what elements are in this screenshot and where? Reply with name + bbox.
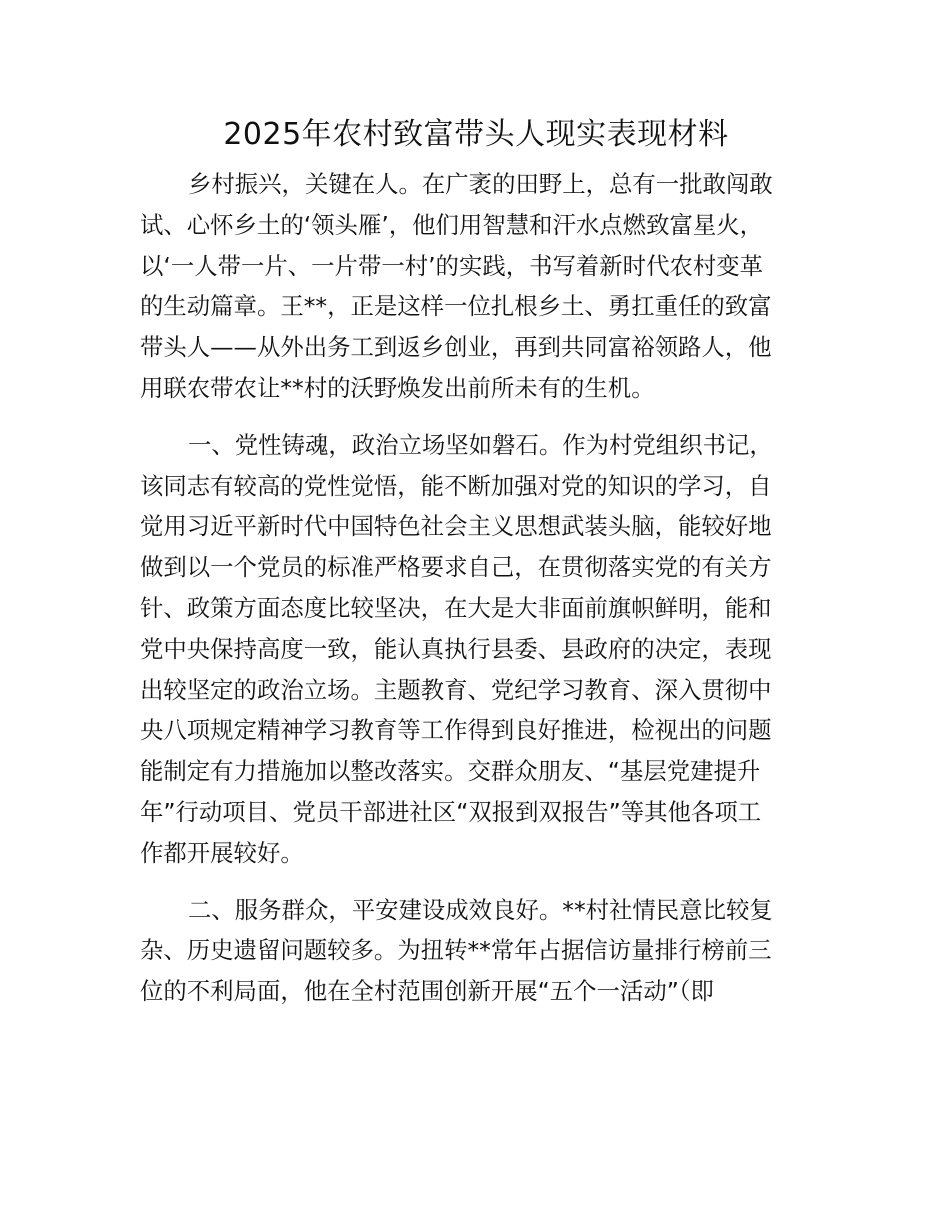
text-line: 该同志有较高的党性觉悟，能不断加强对党的知识的学习，自 <box>140 471 772 500</box>
text-line: 年”行动项目、党员干部进社区“双报到双报告”等其他各项工 <box>140 797 762 826</box>
text-line: 党中央保持高度一致，能认真执行县委、县政府的决定，表现 <box>140 634 772 663</box>
text-line: 觉用习近平新时代中国特色社会主义思想武装头脑，能较好地 <box>140 512 772 541</box>
text-line: 位的不利局面，他在全村范围创新开展“五个一活动”（即 <box>140 977 714 1006</box>
text-line: 以‘一人带一片、一片带一村’的实践，书写着新时代农村变革 <box>140 251 764 280</box>
text-line: 做到以一个党员的标准严格要求自己，在贯彻落实党的有关方 <box>140 553 772 582</box>
paragraph-section-2 <box>140 890 812 1012</box>
text-line: 乡村振兴，关键在人。在广袤的田野上，总有一批敢闯敢 <box>188 170 773 198</box>
text-line: 作都开展较好。 <box>140 838 304 867</box>
text-line: 一、党性铸魂，政治立场坚如磐石。作为村党组织书记， <box>188 430 773 459</box>
text-line: 出较坚定的政治立场。主题教育、党纪学习教育、深入贯彻中 <box>140 675 772 704</box>
text-line: 杂、历史遗留问题较多。为扭转**常年占据信访量排行榜前三 <box>140 936 772 965</box>
text-line: 二、服务群众，平安建设成效良好。**村社情民意比较复 <box>188 895 773 924</box>
text-line: 央八项规定精神学习教育等工作得到良好推进，检视出的问题 <box>140 716 772 745</box>
text-line: 试、心怀乡土的‘领头雁’，他们用智慧和汗水点燃致富星火， <box>140 210 764 239</box>
text-line: 的生动篇章。王**，正是这样一位扎根乡土、勇扛重任的致富 <box>140 292 772 321</box>
document-page <box>140 112 812 1028</box>
text-line: 带头人——从外出务工到返乡创业，再到共同富裕领路人，他 <box>140 333 772 362</box>
text-line: 能制定有力措施加以整改落实。交群众朋友、“基层党建提升 <box>140 757 761 786</box>
text-line: 针、政策方面态度比较坚决，在大是大非面前旗帜鲜明，能和 <box>140 593 772 622</box>
document-title: 2025年农村致富带头人现实表现材料 <box>223 117 729 152</box>
text-line: 用联农带农让**村的沃野焕发出前所未有的生机。 <box>140 373 655 402</box>
paragraph-section-1 <box>140 425 812 874</box>
paragraph-intro <box>140 164 812 409</box>
